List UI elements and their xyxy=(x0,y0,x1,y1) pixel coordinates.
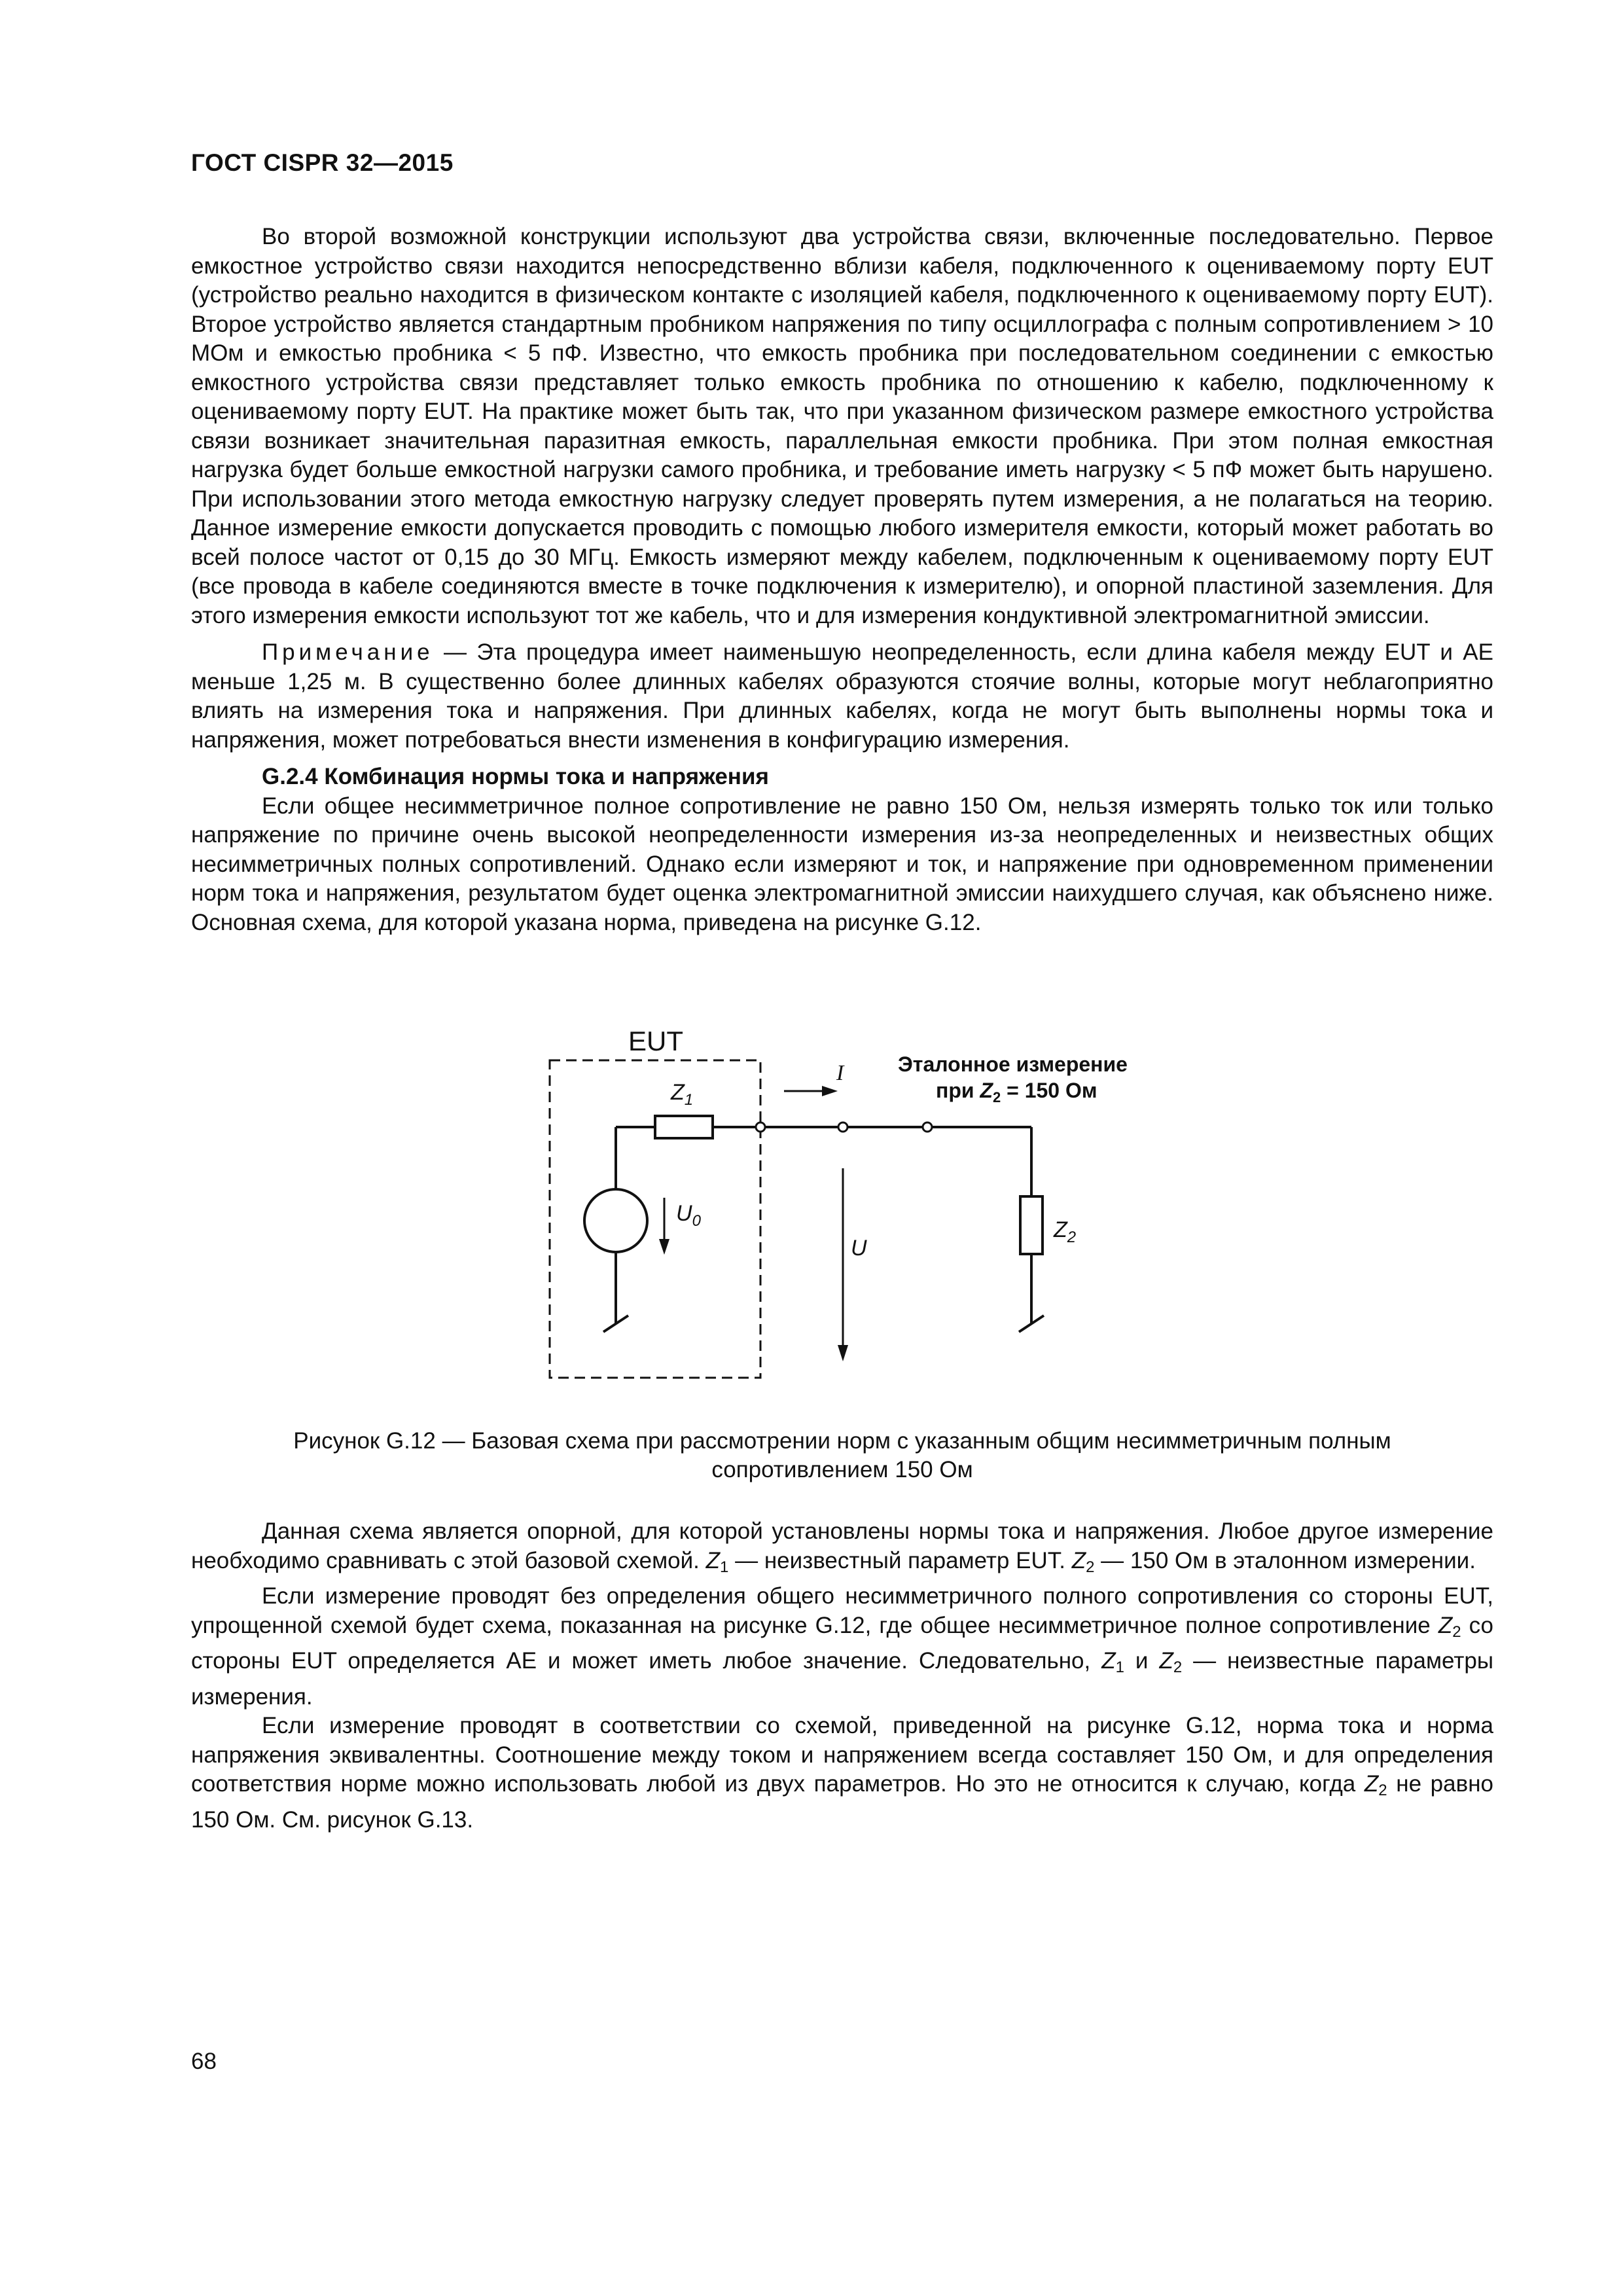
paragraph-capacitive-probe: Во второй возможной конструкции используют два устройства связи, включенные последовательно. Первое емкостное устройство связи находится непосредственно вблизи кабеля, подключенного к оцениваемому порту EUT (устройство реально находится в физическом контакте с изоляцией кабеля, подключенного к оцениваемому порту EUT). Второе устройство является стандартным пробником напряжения по типу осциллографа с полным сопротивлением > 10 МОм и емкостью пробника < 5 пФ. Известно, что емкость пробника при последовательном соединении с емкостью емкостного устройства связи представляет только емкость пробника по отношению к кабелю, подключенному к оцениваемому порту EUT. На практике может быть так, что при указанном физическом размере емкостного устройства связи возникает значительная паразитная емкость, параллельная емкости пробника. При этом полная емкостная нагрузка будет больше емкостной нагрузки самого пробника, и требование иметь нагрузку < 5 пФ может быть нарушено. При использовании этого метода емкостную нагрузку следует проверять путем измерения, а не полагаться на теорию. Данное измерение емкости допускается проводить с помощью любого измерителя емкости, который может работать во всей полосе частот от 0,15 до 30 МГц. Емкость измеряют между кабелем, подключенным к оцениваемому порту EUT (все провода в кабеле соединяются вместе в точке подключения к измерителю), и опорной пластиной заземления. Для этого измерения емкости используют тот же кабель, что и для измерения кондуктивной электромагнитной эмиссии. xyxy=(191,224,1493,628)
page-number: 68 xyxy=(191,2049,217,2074)
paragraph-combination: Если общее несимметричное полное сопротивление не равно 150 Ом, нельзя измерять только ток или только напряжение по причине очень высокой неопределенности измерения из-за неопределенных и неизвестных общих несимметричных полных сопротивлений. Однако если измеряют и ток, и напряжение при одновременном применении норм тока и напряжения, результатом будет оценка электромагнитной эмиссии наихудшего случая, как объяснено ниже. Основная схема, для которой указана норма, приведена на рисунке G.12. xyxy=(191,793,1493,935)
circuit-diagram xyxy=(537,1018,1191,1404)
note-paragraph xyxy=(191,638,1493,755)
voltage-label: U xyxy=(851,1236,867,1261)
z2-resistor xyxy=(1020,1196,1043,1254)
voltage-source xyxy=(584,1189,647,1252)
figure-caption xyxy=(191,1427,1493,1484)
reference-label-line2: при $Z_2 = 150$ Ом xyxy=(936,1079,1097,1105)
u0-label: $U_0$ xyxy=(676,1201,701,1230)
terminal xyxy=(923,1122,932,1132)
text-block-bottom xyxy=(191,1517,1493,1835)
terminal xyxy=(756,1122,765,1132)
z1-resistor xyxy=(655,1116,713,1138)
u0-arrowhead xyxy=(659,1239,669,1255)
paragraph-equivalence: Если измерение проводят в соответствии со схемой, приведенной на рисунке G.12, норма тока и норма напряжения эквивалентны. Соотношение между током и напряжением всегда составляет 150 Ом, и для определения соответствия норме можно использовать любой из двух параметров. Но это не относится к случаю, когда $Z_2$ не равно 150 Ом. См. рисунок G.13. xyxy=(191,1713,1494,1833)
current-arrowhead xyxy=(822,1086,838,1096)
reference-label-line1: Эталонное измерение xyxy=(898,1052,1128,1076)
eut-label: EUT xyxy=(628,1026,683,1056)
voltage-arrowhead xyxy=(838,1345,848,1361)
note-text: — Эта процедура имеет наименьшую неопределенность, если длина кабеля между EUT и AE меньше 1,25 м. В существенно более длинных кабелях образуются стоячие волны, которые могут неблагоприятно влиять на измерения тока и напряжения. При длинных кабелях, когда не могут быть выполнены нормы тока и напряжения, может потребоваться внести изменения в конфигурацию измерения. xyxy=(191,639,1493,753)
eut-boundary-box xyxy=(550,1060,760,1378)
z1-label: $Z_1$ xyxy=(671,1080,694,1109)
section-title: G.2.4 Комбинация нормы тока и напряжения xyxy=(262,764,769,789)
current-label: I xyxy=(836,1061,844,1085)
text-block-top xyxy=(191,223,1493,937)
caption-line-1: Рисунок G.12 — Базовая схема при рассмотрении норм с указанным общим несимметричным полным xyxy=(293,1428,1391,1454)
document-header: ГОСТ CISPR 32—2015 xyxy=(191,149,454,176)
paragraph-simplified-scheme: Если измерение проводят без определения общего несимметричного полного сопротивления со стороны EUT, упрощенной схемой будет схема, показанная на рисунке G.12, где общее несимметричное полное сопротивление $Z_2$ со стороны EUT определяется AE и может иметь любое значение. Следовательно, $Z_1$ и $Z_2$ — неизвестные параметры измерения. xyxy=(191,1583,1494,1710)
note-label: Примечание xyxy=(262,639,434,665)
caption-line-2: сопротивлением 150 Ом xyxy=(711,1457,973,1482)
z2-label: $Z_2$ xyxy=(1054,1217,1077,1246)
paragraph-reference-scheme: Данная схема является опорной, для которой установлены нормы тока и напряжения. Любое другое измерение необходимо сравнивать с этой базовой схемой. $Z_1$ — неизвестный параметр EUT. $Z_2$ — 150 Ом в эталонном измерении. xyxy=(191,1518,1493,1576)
terminal xyxy=(838,1122,847,1132)
